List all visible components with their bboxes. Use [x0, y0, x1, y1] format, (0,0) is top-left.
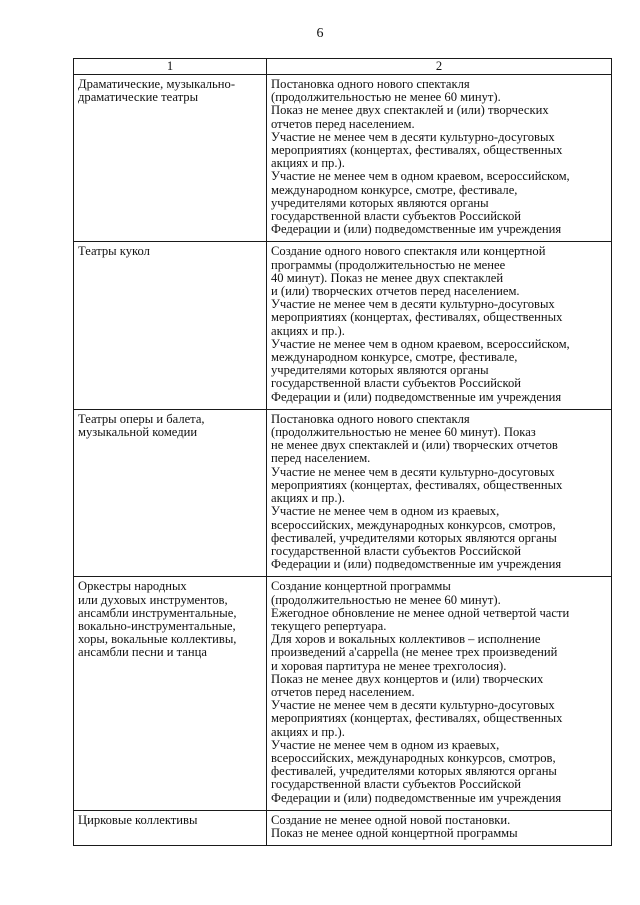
- category-text: Драматические, музыкально- драматические театры: [78, 77, 236, 105]
- category-cell: [74, 810, 267, 845]
- table-header-row: [74, 59, 612, 75]
- requirements-table: [73, 58, 612, 846]
- table-row: [74, 409, 612, 576]
- category-text: Цирковые коллективы: [78, 812, 198, 827]
- category-cell: [74, 75, 267, 242]
- requirement-paragraph: Создание не менее одной новой постановки.: [271, 812, 511, 827]
- requirement-paragraph: Показ не менее одной концертной программы: [271, 825, 518, 840]
- requirements-cell: [267, 810, 612, 845]
- requirement-paragraph: Участие не менее чем в одном из краевых, всероссийских, международных конкурсов, смотров, фестивалей, учредителями которых являются органы государственной власти субъектов Российской Федерации и (или) подведомственные им учреждения: [271, 737, 562, 805]
- requirement-paragraph: Создание одного нового спектакля или концертной программы (продолжительностью не менее 40 минут). Показ не менее двух спектаклей и (или) творческих отчетов перед населением.: [271, 244, 546, 299]
- requirement-paragraph: Показ не менее двух спектаклей и (или) творческих отчетов перед населением.: [271, 103, 549, 131]
- column-header-1: 1: [74, 59, 267, 75]
- category-text: Театры кукол: [78, 244, 150, 259]
- requirements-cell: [267, 75, 612, 242]
- requirement-paragraph: Участие не менее чем в десяти культурно-досуговых мероприятиях (концертах, фестивалях, общественных акциях и пр.).: [271, 129, 563, 171]
- requirements-cell: [267, 577, 612, 810]
- category-cell: [74, 577, 267, 810]
- requirements-cell: [267, 242, 612, 409]
- category-text: Оркестры народных или духовых инструментов, ансамбли инструментальные, вокально-инструментальные, хоры, вокальные коллективы, ансамбли песни и танца: [78, 579, 237, 660]
- requirement-paragraph: Постановка одного нового спектакля (продолжительностью не менее 60 минут).: [271, 77, 501, 105]
- requirement-paragraph: Показ не менее двух концертов и (или) творческих отчетов перед населением.: [271, 671, 544, 699]
- table-row: [74, 242, 612, 409]
- requirement-paragraph: Участие не менее чем в одном из краевых, всероссийских, международных конкурсов, смотров, фестивалей, учредителями которых являются органы государственной власти субъектов Российской Федерации и (или) подведомственные им учреждения: [271, 504, 562, 572]
- requirement-paragraph: Постановка одного нового спектакля (продолжительностью не менее 60 минут). Показ не менее двух спектаклей и (или) творческих отчетов перед населением.: [271, 411, 558, 466]
- requirement-paragraph: Участие не менее чем в десяти культурно-досуговых мероприятиях (концертах, фестивалях, общественных акциях и пр.).: [271, 464, 563, 506]
- table-row: [74, 75, 612, 242]
- requirement-paragraph: Участие не менее чем в одном краевом, всероссийском, международном конкурсе, смотре, фестивале, учредителями которых являются органы государственной власти субъектов Российской Федерации и (или) подведомственные им учреждения: [271, 169, 570, 237]
- requirements-cell: [267, 409, 612, 576]
- requirement-paragraph: Для хоров и вокальных коллективов – исполнение произведений a'cappella (не менее трех произведений и хоровая партитура не менее трехголосия).: [271, 632, 558, 673]
- category-cell: [74, 409, 267, 576]
- table-row: [74, 577, 612, 810]
- page-number: 6: [316, 26, 324, 41]
- table-row: [74, 810, 612, 845]
- column-header-2: 2: [267, 59, 612, 75]
- requirement-paragraph: Участие не менее чем в десяти культурно-досуговых мероприятиях (концертах, фестивалях, общественных акциях и пр.).: [271, 297, 563, 338]
- requirement-paragraph: Участие не менее чем в одном краевом, всероссийском, международном конкурсе, смотре, фестивале, учредителями которых являются органы государственной власти субъектов Российской Федерации и (или) подведомственные им учреждения: [271, 336, 570, 404]
- requirement-paragraph: Участие не менее чем в десяти культурно-досуговых мероприятиях (концертах, фестивалях, общественных акциях и пр.).: [271, 698, 563, 739]
- requirement-paragraph: Ежегодное обновление не менее одной четвертой части текущего репертуара.: [271, 605, 570, 633]
- category-cell: [74, 242, 267, 409]
- requirement-paragraph: Создание концертной программы (продолжительностью не менее 60 минут).: [271, 579, 501, 607]
- category-text: Театры оперы и балета, музыкальной комедии: [78, 411, 205, 440]
